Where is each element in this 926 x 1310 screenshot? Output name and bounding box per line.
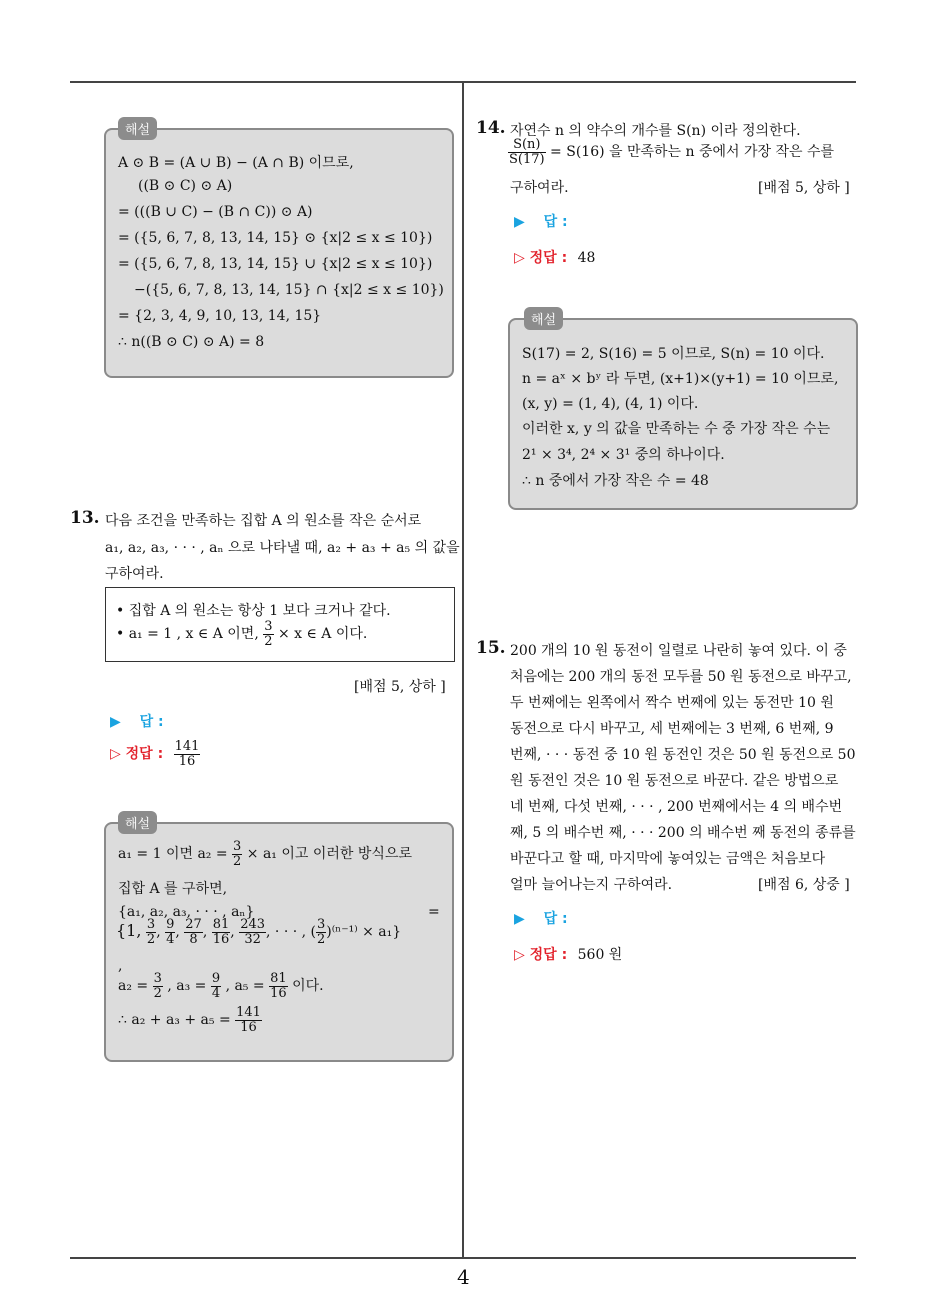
sol14-line: (x, y) = (1, 4), (4, 1) 이다. [522,396,699,412]
q13-text: 구하여라. [105,566,164,582]
sol12-line: ((B ⊙ C) ⊙ A) [138,178,233,194]
q15-text: 번째, · · · 동전 중 10 원 동전인 것은 50 원 동전으로 50 [510,747,856,763]
page-number: 4 [457,1265,470,1289]
solution-tag: 해설 [118,811,157,834]
q14-correct-answer: ▷ 정답 : 48 [514,250,596,266]
q13-condition-1: • 집합 A 의 원소는 항상 1 보다 크거나 같다. [116,603,391,619]
solution-tag: 해설 [118,117,157,140]
sol12-line: = (((B ∪ C) − (B ∩ C)) ⊙ A) [118,204,313,220]
q15-text: 바꾼다고 할 때, 마지막에 놓여있는 금액은 처음보다 [510,851,826,867]
answer-prompt: ▶ 답 : [514,911,568,927]
fraction: $\frac{81}{16}$ [212,917,230,947]
sol14-line: 2¹ × 3⁴, 2⁴ × 3¹ 중의 하나이다. [522,447,725,463]
q14-text: $\frac{S(n)}{S(17)}$ = S(16) 을 만족하는 n 중에서 가장 작은 수를 [509,137,835,167]
q15-points: [배점 6, 상중 ] [758,877,850,893]
correct-answer-prompt: ▷ 정답 : [110,746,164,763]
sol14-line: 이러한 x, y 의 값을 만족하는 수 중 가장 작은 수는 [522,421,831,437]
q13-correct-answer [110,740,200,768]
sol13-line: a₂ = $\frac{3}{2}$ , a₃ = $\frac{9}{4}$ , a₅ = $\frac{81}{16}$ 이다. [118,971,324,1001]
q15-text: 네 번째, 다섯 번째, · · · , 200 번째에서는 4 의 배수번 [510,799,843,815]
fraction: $\frac{3}{2}$ [153,971,162,1001]
q15-text: 처음에는 200 개의 동전 모두를 50 원 동전으로 바꾸고, [510,669,852,685]
bottom-rule [70,1257,856,1259]
sol14-line: ∴ n 중에서 가장 작은 수 = 48 [522,473,709,489]
sol13-line: {a₁, a₂, a₃, · · · , aₙ} [118,904,255,920]
fraction: $\frac{9}{4}$ [166,917,175,947]
sol12-line: = ({5, 6, 7, 8, 13, 14, 15} ∪ {x|2 ≤ x ≤ 10}) [118,256,433,272]
correct-answer-prompt: ▷ 정답 : [514,947,568,963]
q15-text: 200 개의 10 원 동전이 일렬로 나란히 놓여 있다. 이 중 [510,643,847,659]
question-number-13: 13. [70,508,100,528]
sol13-line: = [428,904,440,920]
sol12-line: = {2, 3, 4, 9, 10, 13, 14, 15} [118,308,322,324]
fraction: $\frac{S(n)}{S(17)}$ [509,137,545,167]
column-divider [462,82,464,1258]
q15-text: 얼마 늘어나는지 구하여라. [510,877,673,893]
fraction: $\frac{3}{2}$ [233,839,242,869]
sol14-line: n = aˣ × bʸ 라 두면, (x+1)×(y+1) = 10 이므로, [522,371,839,387]
sol12-line: A ⊙ B = (A ∪ B) − (A ∩ B) 이므로, [118,155,354,171]
fraction: $\frac{27}{8}$ [185,917,202,947]
sol13-line: ∴ a₂ + a₃ + a₅ = $\frac{141}{16}$ [118,1005,261,1035]
fraction: $\frac{141}{16}$ [236,1005,261,1035]
answer-prompt: ▶ 답 : [110,714,164,730]
sol13-line: a₁ = 1 이면 a₂ = $\frac{3}{2}$ × a₁ 이고 이러한 방식으로 [118,839,412,869]
q14-points: [배점 5, 상하 ] [758,180,850,196]
q13-text: a₁, a₂, a₃, · · · , aₙ 으로 나타낼 때, a₂ + a₃ + a₅ 의 값을 [105,540,460,556]
q15-text: 원 동전인 것은 10 원 동전으로 바꾼다. 같은 방법으로 [510,773,839,789]
sol14-line: S(17) = 2, S(16) = 5 이므로, S(n) = 10 이다. [522,346,825,362]
q15-text: 동전으로 다시 바꾸고, 세 번째에는 3 번째, 6 번째, 9 [510,721,834,737]
q13-text: 다음 조건을 만족하는 집합 A 의 원소를 작은 순서로 [105,513,422,529]
fraction: $\frac{3}{2}$ [316,917,326,947]
q15-correct-answer: ▷ 정답 : 560 원 [514,947,623,963]
sol13-line: 집합 A 를 구하면, [118,881,228,897]
solution-tag: 해설 [524,307,563,330]
fraction: $\frac{81}{16}$ [270,971,287,1001]
q14-text: 자연수 n 의 약수의 개수를 S(n) 이라 정의한다. [510,123,801,139]
q15-text: 째, 5 의 배수번 째, · · · 200 의 배수번 째 동전의 종류를 [510,825,856,841]
fraction: $\frac{3}{2}$ [146,917,156,947]
question-number-14: 14. [476,118,506,138]
q14-text: 구하여라. [510,180,569,196]
sol12-line: ∴ n((B ⊙ C) ⊙ A) = 8 [118,334,265,350]
q13-points: [배점 5, 상하 ] [354,679,446,695]
q13-condition-2: • a₁ = 1 , x ∈ A 이면, $\frac{3}{2}$ × x ∈ A 이다. [116,619,368,649]
answer-prompt: ▶ 답 : [514,214,568,230]
sol12-line: −({5, 6, 7, 8, 13, 14, 15} ∩ {x|2 ≤ x ≤ 10}) [134,282,444,298]
question-number-15: 15. [476,638,506,658]
q15-text: 두 번째에는 왼쪽에서 짝수 번째에 있는 동전만 10 원 [510,695,834,711]
correct-answer-prompt: ▷ 정답 : [514,250,568,266]
fraction: $\frac{3}{2}$ [264,619,273,649]
fraction: $\frac{9}{4}$ [211,971,221,1001]
fraction: $\frac{243}{32}$ [240,917,266,947]
sol12-line: = ({5, 6, 7, 8, 13, 14, 15} ⊙ {x|2 ≤ x ≤ 10}) [118,230,433,246]
sol13-line: , [118,958,123,974]
sol13-sequence: {1, $\frac{3}{2}$ , $\frac{9}{4}$ , $\frac{27}{8}$ , $\frac{81}{16}$ , $\frac{243}{32}$ , · · · , ( $\frac{3}{2}$ )⁽ⁿ⁻¹⁾ × a₁} [116,917,402,947]
answer-fraction: $\frac{141}{16}$ [174,739,200,769]
